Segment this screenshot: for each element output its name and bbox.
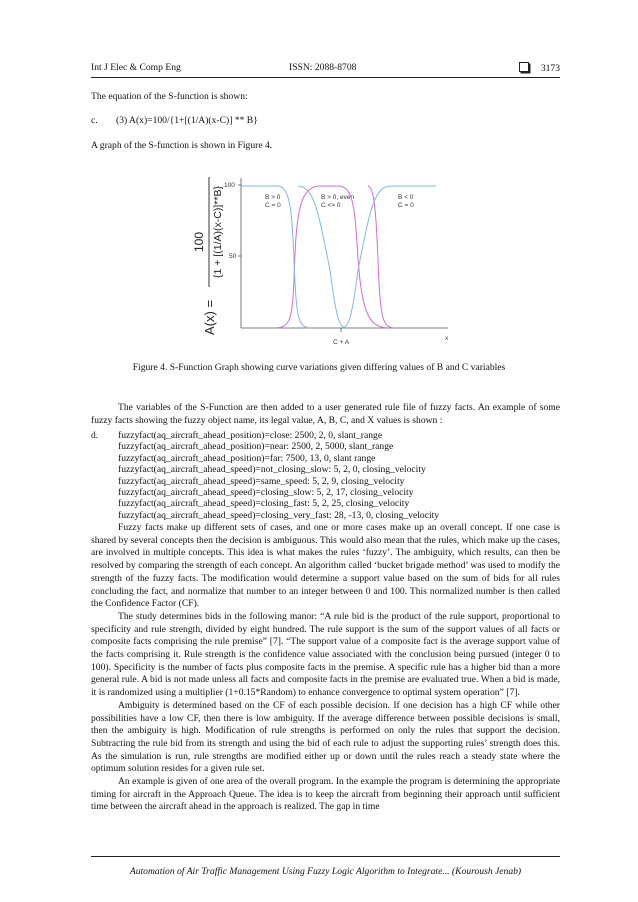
fact-line: fuzzyfact(aq_aircraft_ahead_speed)=same_speed: 5, 2, 9, closing_velocity — [118, 475, 405, 487]
y-numerator: 100 — [192, 231, 206, 253]
tick-label-50: 50 — [229, 253, 237, 260]
header-rule — [91, 77, 560, 78]
fact-line: fuzzyfact(aq_aircraft_ahead_position)=close: 2500, 2, 0, slant_range — [118, 430, 383, 441]
fact-line: fuzzyfact(aq_aircraft_ahead_position)=far: 7500, 13, 0, slant range — [118, 452, 376, 464]
paragraph-1: The variables of the S-Function are then added to a user generated rule file of fuzzy facts. An example of some fuzzy facts showing the fuzzy object name, its legal value, A, B, C, and X values is shown : — [91, 402, 560, 426]
facts-label: d. — [91, 430, 99, 441]
annotation-mid-1: B > 0, even — [321, 194, 355, 201]
journal-name: Int J Elec & Comp Eng — [91, 62, 181, 73]
fuzzy-facts-list — [91, 430, 560, 521]
fact-line: fuzzyfact(aq_aircraft_ahead_speed)=not_closing_slow: 5, 2, 0, closing_velocity — [118, 464, 426, 476]
body-text — [91, 522, 560, 814]
annotation-right-1: B < 0 — [398, 194, 414, 201]
paragraph-4: Ambiguity is determined based on the CF of each possible decision. If one decision has a high CF while other possibilities have a low CF, then there is low ambiguity. If the average difference between possible decisions is small, then the ambiguity is high. Modification of rule strengths is performed on only the rules that support the decision. Subtracting the rule bid from its strength and using the bid of each rule to adjust the supporting rules’ strength does this. As the simulation is run, rule strengths are modified either up or down until the rules reach a steady state where the optimum solution resides for a given rule set. — [91, 699, 560, 775]
paragraph-2: Fuzzy facts make up different sets of cases, and one or more cases make up an overall concept. If one case is shared by several concepts then the decision is ambiguous. This would also mean that the rules, which make up the cases, are involved in multiple concepts. This idea is what makes the rules ‘fuzzy’. The ambiguity, which results, can then be resolved by comparing the strength of each concept. An algorithm called ‘bucket brigade method’ was used to modify the strength of the fuzzy facts. The modification would determine a support value based on the sum of bids for all rules concluding the fact, and normalize that number to an integer between 0 and 100. This normalized number is then called the Confidence Factor (CF). — [91, 522, 560, 610]
s-function-figure — [178, 170, 468, 355]
fact-line: fuzzyfact(aq_aircraft_ahead_position)=near: 2500, 2, 5000, slant_range — [118, 441, 394, 453]
paragraph-3: The study determines bids in the following manor: “A rule bid is the product of the rule support, proportional to specificity and rule strength, divided by eight hundred. The rule support is the sum of the support values of all facts or composite facts comprising the rule premise” [7]. “The support value of a composite fact is the average support value of the facts comprising it. Rule strength is the confidence value associated with the conclusion being pursued (integer 0 to 100). Specificity is the number of facts plus composite facts in the premise. A specific rule has a higher bid than a more general rule. A bid is not made unless all facts and composite facts in the premise are evaluated true. When a bid is made, it is randomized using a multiplier (1+0.15*Random) to enhance convergence to optimal system operation” [7]. — [91, 610, 560, 699]
page-number-group — [519, 62, 560, 74]
blue-valley-curve — [298, 186, 436, 327]
s-function-graph — [178, 170, 468, 355]
paragraph-5: An example is given of one area of the overall program. In the example the program is determining the appropriate timing for aircraft in the Approach Queue. The idea is to keep the aircraft from beginning their approach until sufficient time between the aircraft ahead in the approach is realized. The gap in time — [91, 776, 560, 813]
equation: (3) A(x)=100/{1+[(1/A)(x-C)] ** B} — [116, 115, 258, 126]
y-denominator: {1 + [(1/A)(x-C)]**B} — [212, 186, 224, 278]
x-axis-label: x — [445, 335, 449, 342]
x-tick-label: C + A — [332, 339, 350, 346]
tick-label-100: 100 — [224, 182, 235, 189]
page-number: 3173 — [540, 63, 560, 74]
checkbox-square-icon — [519, 62, 529, 72]
figure-caption: Figure 4. S-Function Graph showing curve variations given differing values of B and C variables — [132, 362, 506, 373]
page-header — [91, 62, 560, 76]
fact-line: fuzzyfact(aq_aircraft_ahead_speed)=closing_fast: 5, 2, 25, closing_velocity — [118, 498, 410, 510]
annotation-left-1: B > 0 — [265, 194, 281, 201]
annotation-mid-2: C <> 0 — [321, 202, 341, 209]
footer-rule — [91, 856, 560, 857]
intro-line: The equation of the S-function is shown: — [91, 91, 248, 102]
annotation-left-2: C = 0 — [265, 202, 281, 209]
y-axis-label: A(x) = — [202, 299, 217, 335]
graph-line: A graph of the S-function is shown in Figure 4. — [91, 140, 273, 151]
annotation-right-2: C = 0 — [398, 202, 414, 209]
fact-line: fuzzyfact(aq_aircraft_ahead_speed)=closing_very_fast: 28, -13, 0, closing_velocity — [118, 509, 440, 521]
fact-line: fuzzyfact(aq_aircraft_ahead_speed)=closing_slow: 5, 2, 17, closing_velocity — [118, 487, 414, 499]
issn: ISSN: 2088-8708 — [289, 62, 357, 73]
equation-label: c. — [91, 115, 98, 126]
page-footer: Automation of Air Traffic Management Using Fuzzy Logic Algorithm to Integrate... (Kouroush Jenab) — [129, 866, 522, 877]
